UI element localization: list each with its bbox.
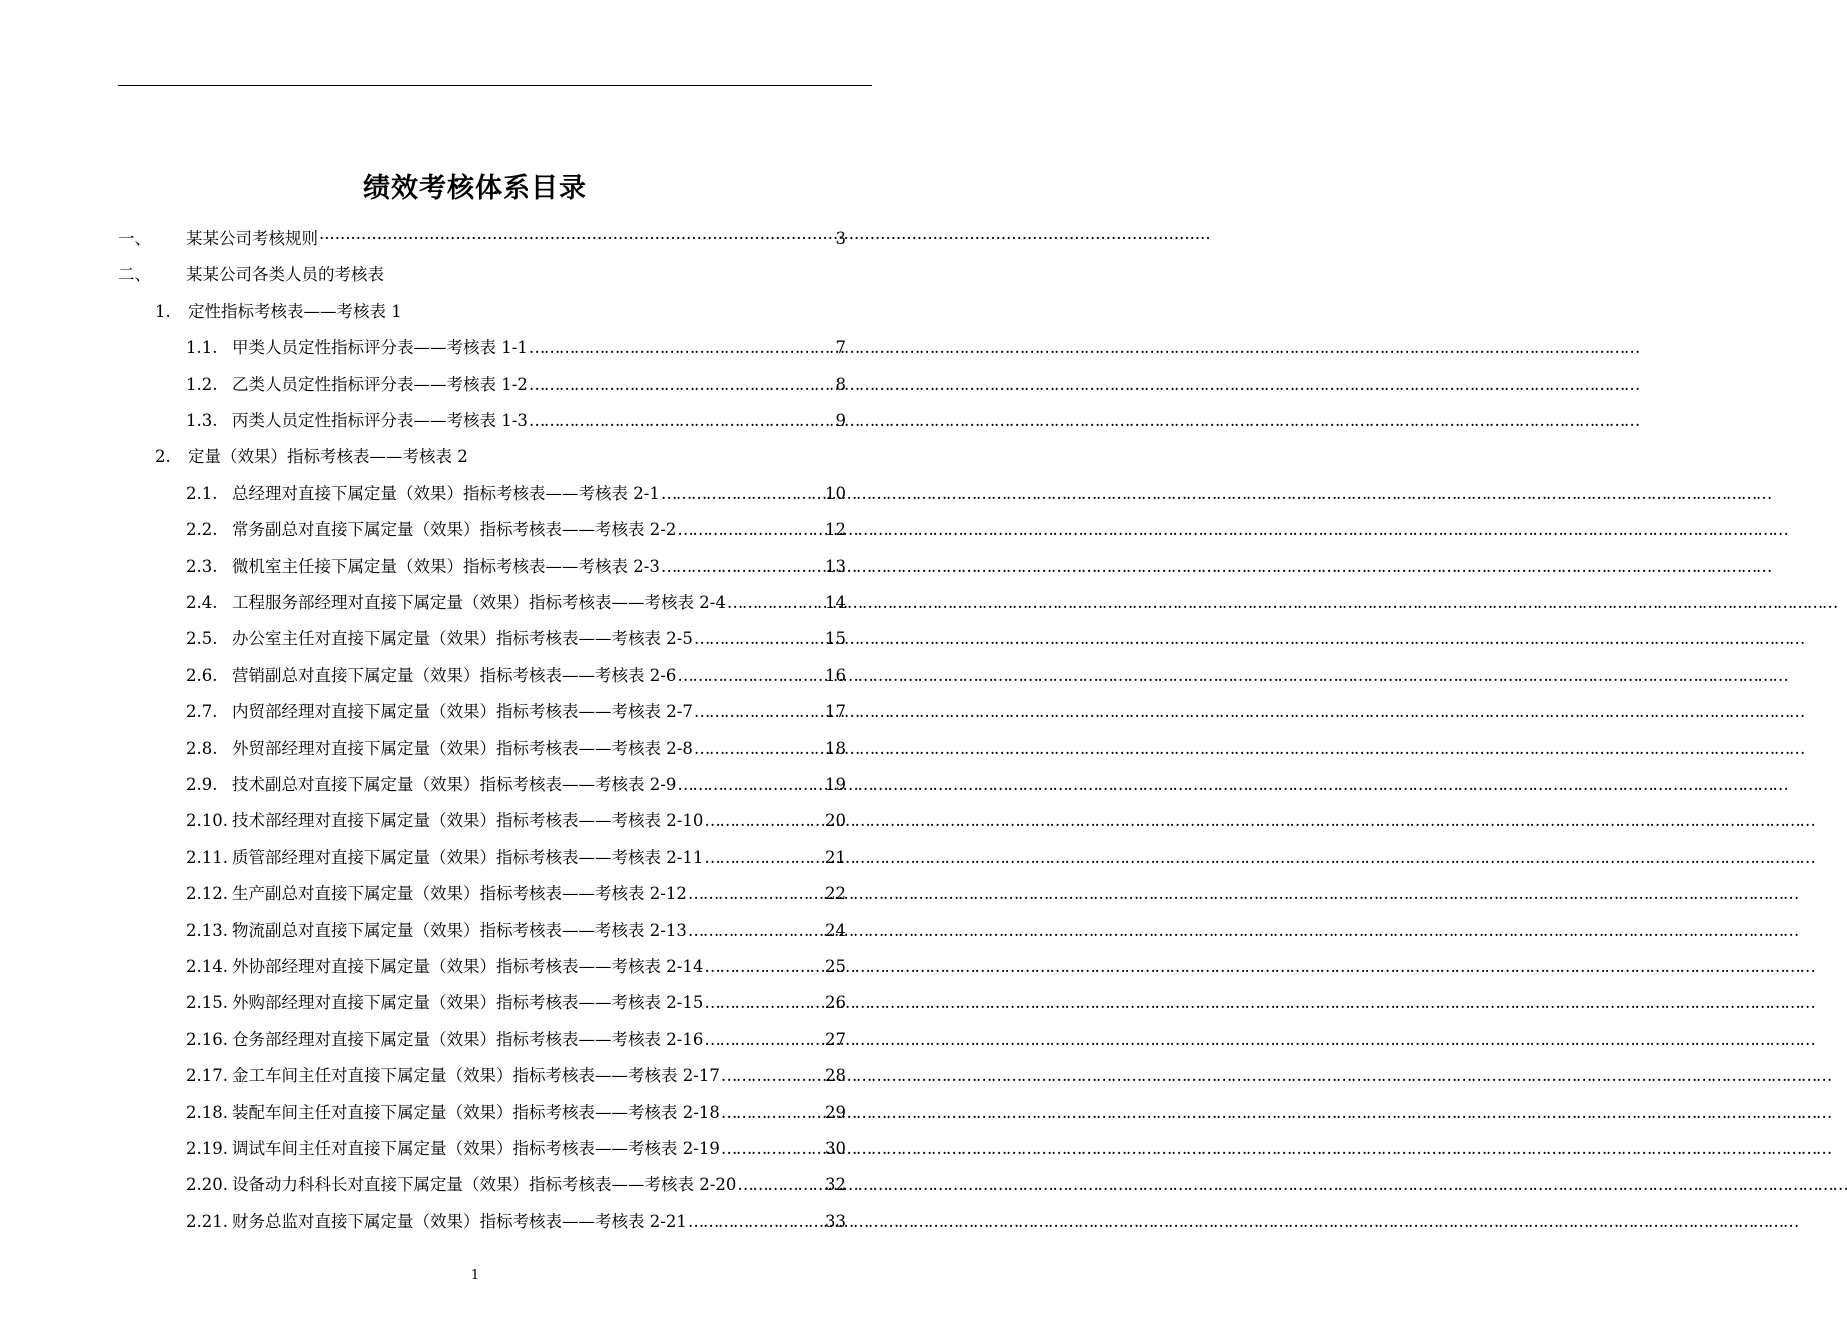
- toc-dot-leader: [528, 374, 836, 396]
- toc-entry[interactable]: [186, 337, 846, 359]
- toc-dot-leader: [528, 337, 836, 359]
- toc-entry-number: 2.4.: [186, 593, 218, 612]
- toc-entry[interactable]: [186, 810, 846, 832]
- toc-dot-leader: [736, 1174, 825, 1196]
- toc-entry-title: 技术副总对直接下属定量（效果）指标考核表——考核表 2-9: [232, 775, 677, 794]
- toc-dot-leader: [693, 738, 821, 760]
- toc-entry-number: 2.3.: [186, 557, 218, 576]
- toc-entry-page: 9: [835, 411, 846, 430]
- toc-entry-title: 技术部经理对直接下属定量（效果）指标考核表——考核表 2-10: [232, 811, 704, 830]
- toc-entry-number: 2.20.: [186, 1175, 228, 1194]
- toc-entry-number: 2.18.: [186, 1103, 228, 1122]
- toc-entry-number: 2.1.: [186, 484, 218, 503]
- toc-entry[interactable]: [186, 374, 846, 396]
- toc-entry-number: 2.15.: [186, 993, 228, 1012]
- toc-entry-number: 1.3.: [186, 411, 218, 430]
- toc-entry-number: 1.: [155, 302, 171, 321]
- toc-entry-page: 26: [825, 993, 846, 1012]
- toc-dot-leader: [720, 1102, 825, 1124]
- toc-entry-number: 2.14.: [186, 957, 228, 976]
- toc-entry-number: 1.1.: [186, 338, 218, 357]
- toc-entry[interactable]: [118, 228, 846, 250]
- toc-dot-leader: [676, 519, 821, 541]
- toc-entry[interactable]: [186, 1211, 846, 1233]
- toc-entry-page: 13: [825, 557, 846, 576]
- toc-entry[interactable]: [186, 992, 846, 1014]
- toc-dot-leader: [703, 847, 825, 869]
- toc-entry-number: 2.5.: [186, 629, 218, 648]
- toc-dot-leader: [687, 883, 825, 905]
- toc-entry-number: 2.8.: [186, 739, 218, 758]
- toc-entry-number: 2.19.: [186, 1139, 228, 1158]
- toc-entry[interactable]: [186, 701, 846, 723]
- toc-entry-page: 25: [825, 957, 846, 976]
- toc-entry-number: 2.2.: [186, 520, 218, 539]
- toc-entry-number: 2.17.: [186, 1066, 228, 1085]
- toc-entry-page: 15: [825, 629, 846, 648]
- toc-entry[interactable]: [186, 628, 846, 650]
- toc-entry-number: 2.12.: [186, 884, 228, 903]
- toc-entry-page: 19: [825, 775, 846, 794]
- toc-entry-title: 外贸部经理对直接下属定量（效果）指标考核表——考核表 2-8: [232, 739, 693, 758]
- toc-entry-title: 微机室主任接下属定量（效果）指标考核表——考核表 2-3: [232, 557, 660, 576]
- toc-entry-page: 3: [835, 229, 846, 248]
- toc-entry-title: 工程服务部经理对直接下属定量（效果）指标考核表——考核表 2-4: [232, 593, 726, 612]
- toc-entry[interactable]: [186, 483, 846, 505]
- toc-entry-title: 仓务部经理对直接下属定量（效果）指标考核表——考核表 2-16: [232, 1030, 704, 1049]
- toc-entry-title: 内贸部经理对直接下属定量（效果）指标考核表——考核表 2-7: [232, 702, 693, 721]
- toc-entry-number: 二、: [118, 265, 151, 284]
- toc-entry-page: 32: [825, 1175, 846, 1194]
- toc-dot-leader: [726, 592, 821, 614]
- toc-entry-title: 外协部经理对直接下属定量（效果）指标考核表——考核表 2-14: [232, 957, 704, 976]
- toc-entry-title: 办公室主任对直接下属定量（效果）指标考核表——考核表 2-5: [232, 629, 693, 648]
- toc-entry-number: 2.9.: [186, 775, 218, 794]
- toc-entry-number: 2.21.: [186, 1212, 228, 1231]
- toc-entry-page: 22: [825, 884, 846, 903]
- toc-entry-title: 定量（效果）指标考核表——考核表 2: [188, 447, 468, 466]
- toc-entry[interactable]: [118, 264, 384, 286]
- toc-entry-title: 装配车间主任对直接下属定量（效果）指标考核表——考核表 2-18: [232, 1103, 720, 1122]
- toc-entry-number: 2.10.: [186, 811, 228, 830]
- toc-entry-page: 17: [825, 702, 846, 721]
- toc-entry-number: 一、: [118, 229, 151, 248]
- toc-entry[interactable]: [186, 956, 846, 978]
- toc-entry-title: 总经理对直接下属定量（效果）指标考核表——考核表 2-1: [232, 484, 660, 503]
- page-title: 绩效考核体系目录: [363, 173, 587, 204]
- toc-entry-page: 30: [825, 1139, 846, 1158]
- toc-entry[interactable]: [186, 1138, 846, 1160]
- toc-entry[interactable]: [186, 1174, 846, 1196]
- toc-entry-title: 某某公司考核规则: [186, 229, 318, 248]
- toc-entry[interactable]: [186, 519, 846, 541]
- toc-entry-page: 28: [825, 1066, 846, 1085]
- toc-entry-title: 甲类人员定性指标评分表——考核表 1-1: [232, 338, 528, 357]
- toc-entry-page: 18: [825, 739, 846, 758]
- toc-entry[interactable]: [186, 1029, 846, 1051]
- toc-entry-page: 12: [825, 520, 846, 539]
- toc-entry-page: 8: [835, 375, 846, 394]
- toc-entry-page: 10: [825, 484, 846, 503]
- toc-entry[interactable]: [186, 1065, 846, 1087]
- toc-entry[interactable]: [186, 920, 846, 942]
- toc-entry-number: 2.6.: [186, 666, 218, 685]
- toc-entry[interactable]: [186, 847, 846, 869]
- toc-entry-page: 29: [825, 1103, 846, 1122]
- toc-entry[interactable]: [186, 410, 846, 432]
- toc-dot-leader: [703, 810, 825, 832]
- toc-entry-page: 16: [825, 666, 846, 685]
- toc-entry-page: 27: [825, 1030, 846, 1049]
- toc-entry-title: 质管部经理对直接下属定量（效果）指标考核表——考核表 2-11: [232, 848, 704, 867]
- toc-entry-page: 33: [825, 1212, 846, 1231]
- toc-dot-leader: [318, 228, 836, 250]
- toc-entry-title: 物流副总对直接下属定量（效果）指标考核表——考核表 2-13: [232, 921, 687, 940]
- toc-entry-number: 2.16.: [186, 1030, 228, 1049]
- toc-entry-title: 外购部经理对直接下属定量（效果）指标考核表——考核表 2-15: [232, 993, 704, 1012]
- toc-dot-leader: [693, 628, 821, 650]
- toc-entry-title: 生产副总对直接下属定量（效果）指标考核表——考核表 2-12: [232, 884, 687, 903]
- toc-entry-page: 24: [825, 921, 846, 940]
- toc-entry[interactable]: [186, 665, 846, 687]
- toc-dot-leader: [703, 992, 825, 1014]
- header-rule: [118, 85, 872, 86]
- toc-entry-number: 2.: [155, 447, 171, 466]
- toc-entry-page: 21: [825, 848, 846, 867]
- toc-entry-title: 乙类人员定性指标评分表——考核表 1-2: [232, 375, 528, 394]
- toc-entry-title: 设备动力科科长对直接下属定量（效果）指标考核表——考核表 2-20: [232, 1175, 737, 1194]
- toc-entry-title: 某某公司各类人员的考核表: [186, 265, 384, 284]
- toc-dot-leader: [693, 701, 821, 723]
- toc-dot-leader: [720, 1138, 825, 1160]
- toc-dot-leader: [687, 1211, 825, 1233]
- toc-entry[interactable]: [155, 301, 402, 323]
- toc-entry-title: 金工车间主任对直接下属定量（效果）指标考核表——考核表 2-17: [232, 1066, 720, 1085]
- toc-entry-title: 丙类人员定性指标评分表——考核表 1-3: [232, 411, 528, 430]
- toc-entry-title: 财务总监对直接下属定量（效果）指标考核表——考核表 2-21: [232, 1212, 687, 1231]
- toc-entry[interactable]: [186, 883, 846, 905]
- toc-dot-leader: [703, 956, 825, 978]
- toc-entry[interactable]: [186, 738, 846, 760]
- toc-entry-page: 14: [825, 593, 846, 612]
- toc-dot-leader: [660, 556, 821, 578]
- toc-dot-leader: [528, 410, 836, 432]
- toc-entry-number: 2.13.: [186, 921, 228, 940]
- toc-entry[interactable]: [155, 446, 468, 468]
- toc-entry[interactable]: [186, 774, 846, 796]
- toc-entry-page: 20: [825, 811, 846, 830]
- toc-entry-number: 2.7.: [186, 702, 218, 721]
- toc-entry-page: 7: [835, 338, 846, 357]
- toc-dot-leader: [703, 1029, 825, 1051]
- toc-dot-leader: [676, 665, 821, 687]
- toc-entry-title: 定性指标考核表——考核表 1: [188, 302, 402, 321]
- toc-entry[interactable]: [186, 556, 846, 578]
- toc-entry-title: 常务副总对直接下属定量（效果）指标考核表——考核表 2-2: [232, 520, 677, 539]
- toc-dot-leader: [720, 1065, 825, 1087]
- page-number: 1: [470, 1268, 480, 1283]
- toc-dot-leader: [687, 920, 825, 942]
- toc-dot-leader: [660, 483, 821, 505]
- toc-entry[interactable]: [186, 592, 846, 614]
- toc-entry-title: 营销副总对直接下属定量（效果）指标考核表——考核表 2-6: [232, 666, 677, 685]
- toc-entry[interactable]: [186, 1102, 846, 1124]
- toc-dot-leader: [676, 774, 821, 796]
- toc-entry-number: 1.2.: [186, 375, 218, 394]
- toc-entry-title: 调试车间主任对直接下属定量（效果）指标考核表——考核表 2-19: [232, 1139, 720, 1158]
- toc-entry-number: 2.11.: [186, 848, 228, 867]
